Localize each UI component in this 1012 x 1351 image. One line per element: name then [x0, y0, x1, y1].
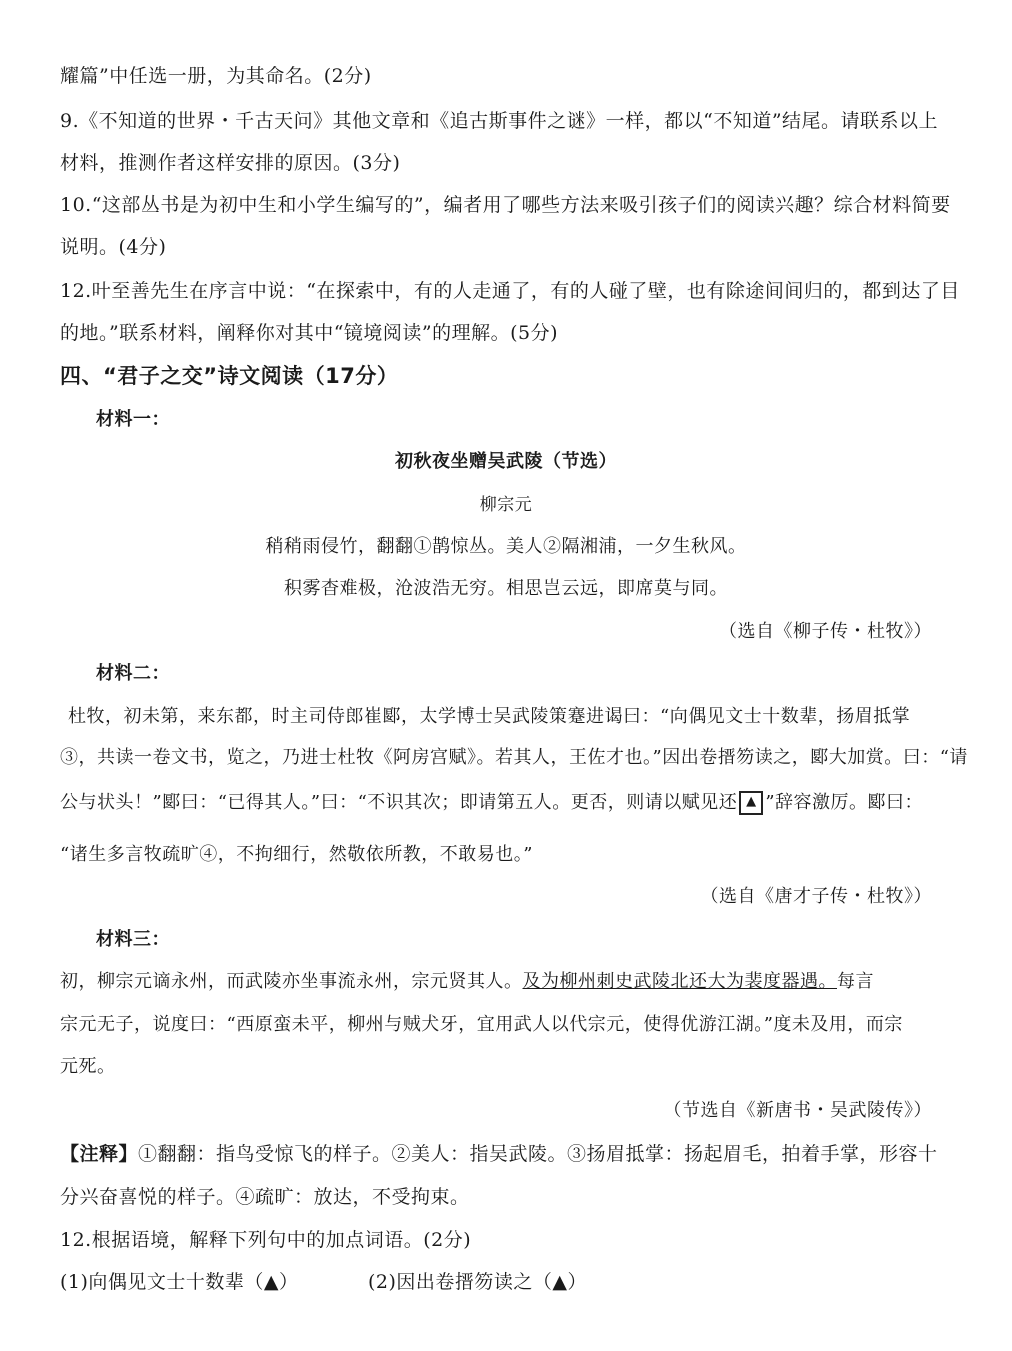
material3-label: 材料三：: [96, 929, 170, 950]
material3-line2: 宗元无子，说度曰：“西原蛮未平，柳州与贼犬牙，宜用武人以代宗元，使得优游江湖。”度未及用，而宗: [60, 1014, 903, 1035]
q12b-item1: (1)向偶见文士十数辈（▲）: [60, 1271, 299, 1293]
notes-text1: ①翻翻：指鸟受惊飞的样子。②美人：指吴武陵。③扬眉抵掌：扬起眉毛，拍着手掌，形容十: [138, 1143, 938, 1165]
notes-line1: [60, 1142, 938, 1166]
material3-source: （节选自《新唐书・吴武陵传》）: [663, 1100, 932, 1121]
section-heading: 四、“君子之交”诗文阅读（17分）: [60, 364, 399, 388]
material3-line3: 元死。: [60, 1056, 116, 1077]
q12b-item2: (2)因出卷搢笏读之（▲）: [368, 1271, 588, 1293]
material1-label: 材料一：: [96, 409, 170, 430]
answer-blank[interactable]: ▲: [739, 791, 763, 815]
material2-line2: ③，共读一卷文书，览之，乃进士杜牧《阿房宫赋》。若其人，王佐才也。”因出卷搢笏读之，郾大加赏。曰：“请: [60, 747, 968, 768]
material1-source: （选自《柳子传・杜牧》）: [719, 621, 932, 642]
notes-line2: 分兴奋喜悦的样子。④疏旷：放达，不受拘束。: [60, 1186, 470, 1208]
q9-line1: 9.《不知道的世界・千古天问》其他文章和《追古斯事件之谜》一样，都以“不知道”结尾。请联系以上: [60, 110, 939, 132]
poem-title: 初秋夜坐赠吴武陵（节选）: [395, 451, 617, 472]
q10-line1: 10.“这部丛书是为初中生和小学生编写的”，编者用了哪些方法来吸引孩子们的阅读兴趣？综合材料简要: [60, 194, 951, 216]
q8-tail: 耀篇”中任选一册，为其命名。(2分): [60, 65, 372, 87]
poem-line2: 积雾杳难极，沧波浩无穷。相思岂云远，即席莫与同。: [284, 578, 728, 599]
q10-line2: 说明。(4分): [60, 236, 167, 258]
poem-line1: 稍稍雨侵竹，翻翻①鹊惊丛。美人②隔湘浦，一夕生秋风。: [265, 536, 747, 557]
material3-line1-text: 初，柳宗元谪永州，而武陵亦坐事流永州，宗元贤其人。: [60, 971, 523, 992]
material3-line1-end: 每言: [837, 971, 874, 992]
q12b-line: 12.根据语境，解释下列句中的加点词语。(2分): [60, 1229, 472, 1251]
underlined-sentence: 及为柳州刺史武陵北还大为裴度器遇。: [522, 971, 837, 992]
notes-head: 【注释】: [60, 1143, 139, 1165]
material3-line1: [60, 970, 874, 994]
material2-line1: 杜牧，初未第，来东都，时主司侍郎崔郾，太学博士吴武陵策蹇进谒曰：“向偶见文士十数辈，扬眉抵掌: [68, 706, 911, 727]
material2-line3-end: ”辞容激厉。郾曰：: [765, 792, 924, 813]
material2-label: 材料二：: [96, 663, 170, 684]
material2-source: （选自《唐才子传・杜牧》）: [700, 886, 932, 907]
material2-line4: “诸生多言牧疏旷④，不拘细行，然敬依所教，不敢易也。”: [60, 844, 533, 865]
material2-line3-text: 公与状头！”郾曰：“已得其人。”曰：“不识其次；即请第五人。更否，则请以赋见还: [60, 792, 738, 813]
material2-line3: [60, 791, 923, 815]
q12a-line1: 12.叶至善先生在序言中说：“在探索中，有的人走通了，有的人碰了壁，也有除途间间归的，都到达了目: [60, 280, 960, 302]
poem-author: 柳宗元: [479, 495, 533, 515]
q9-line2: 材料，推测作者这样安排的原因。(3分): [60, 152, 401, 174]
q12a-line2: 的地。”联系材料，阐释你对其中“镜境阅读”的理解。(5分): [60, 322, 559, 344]
